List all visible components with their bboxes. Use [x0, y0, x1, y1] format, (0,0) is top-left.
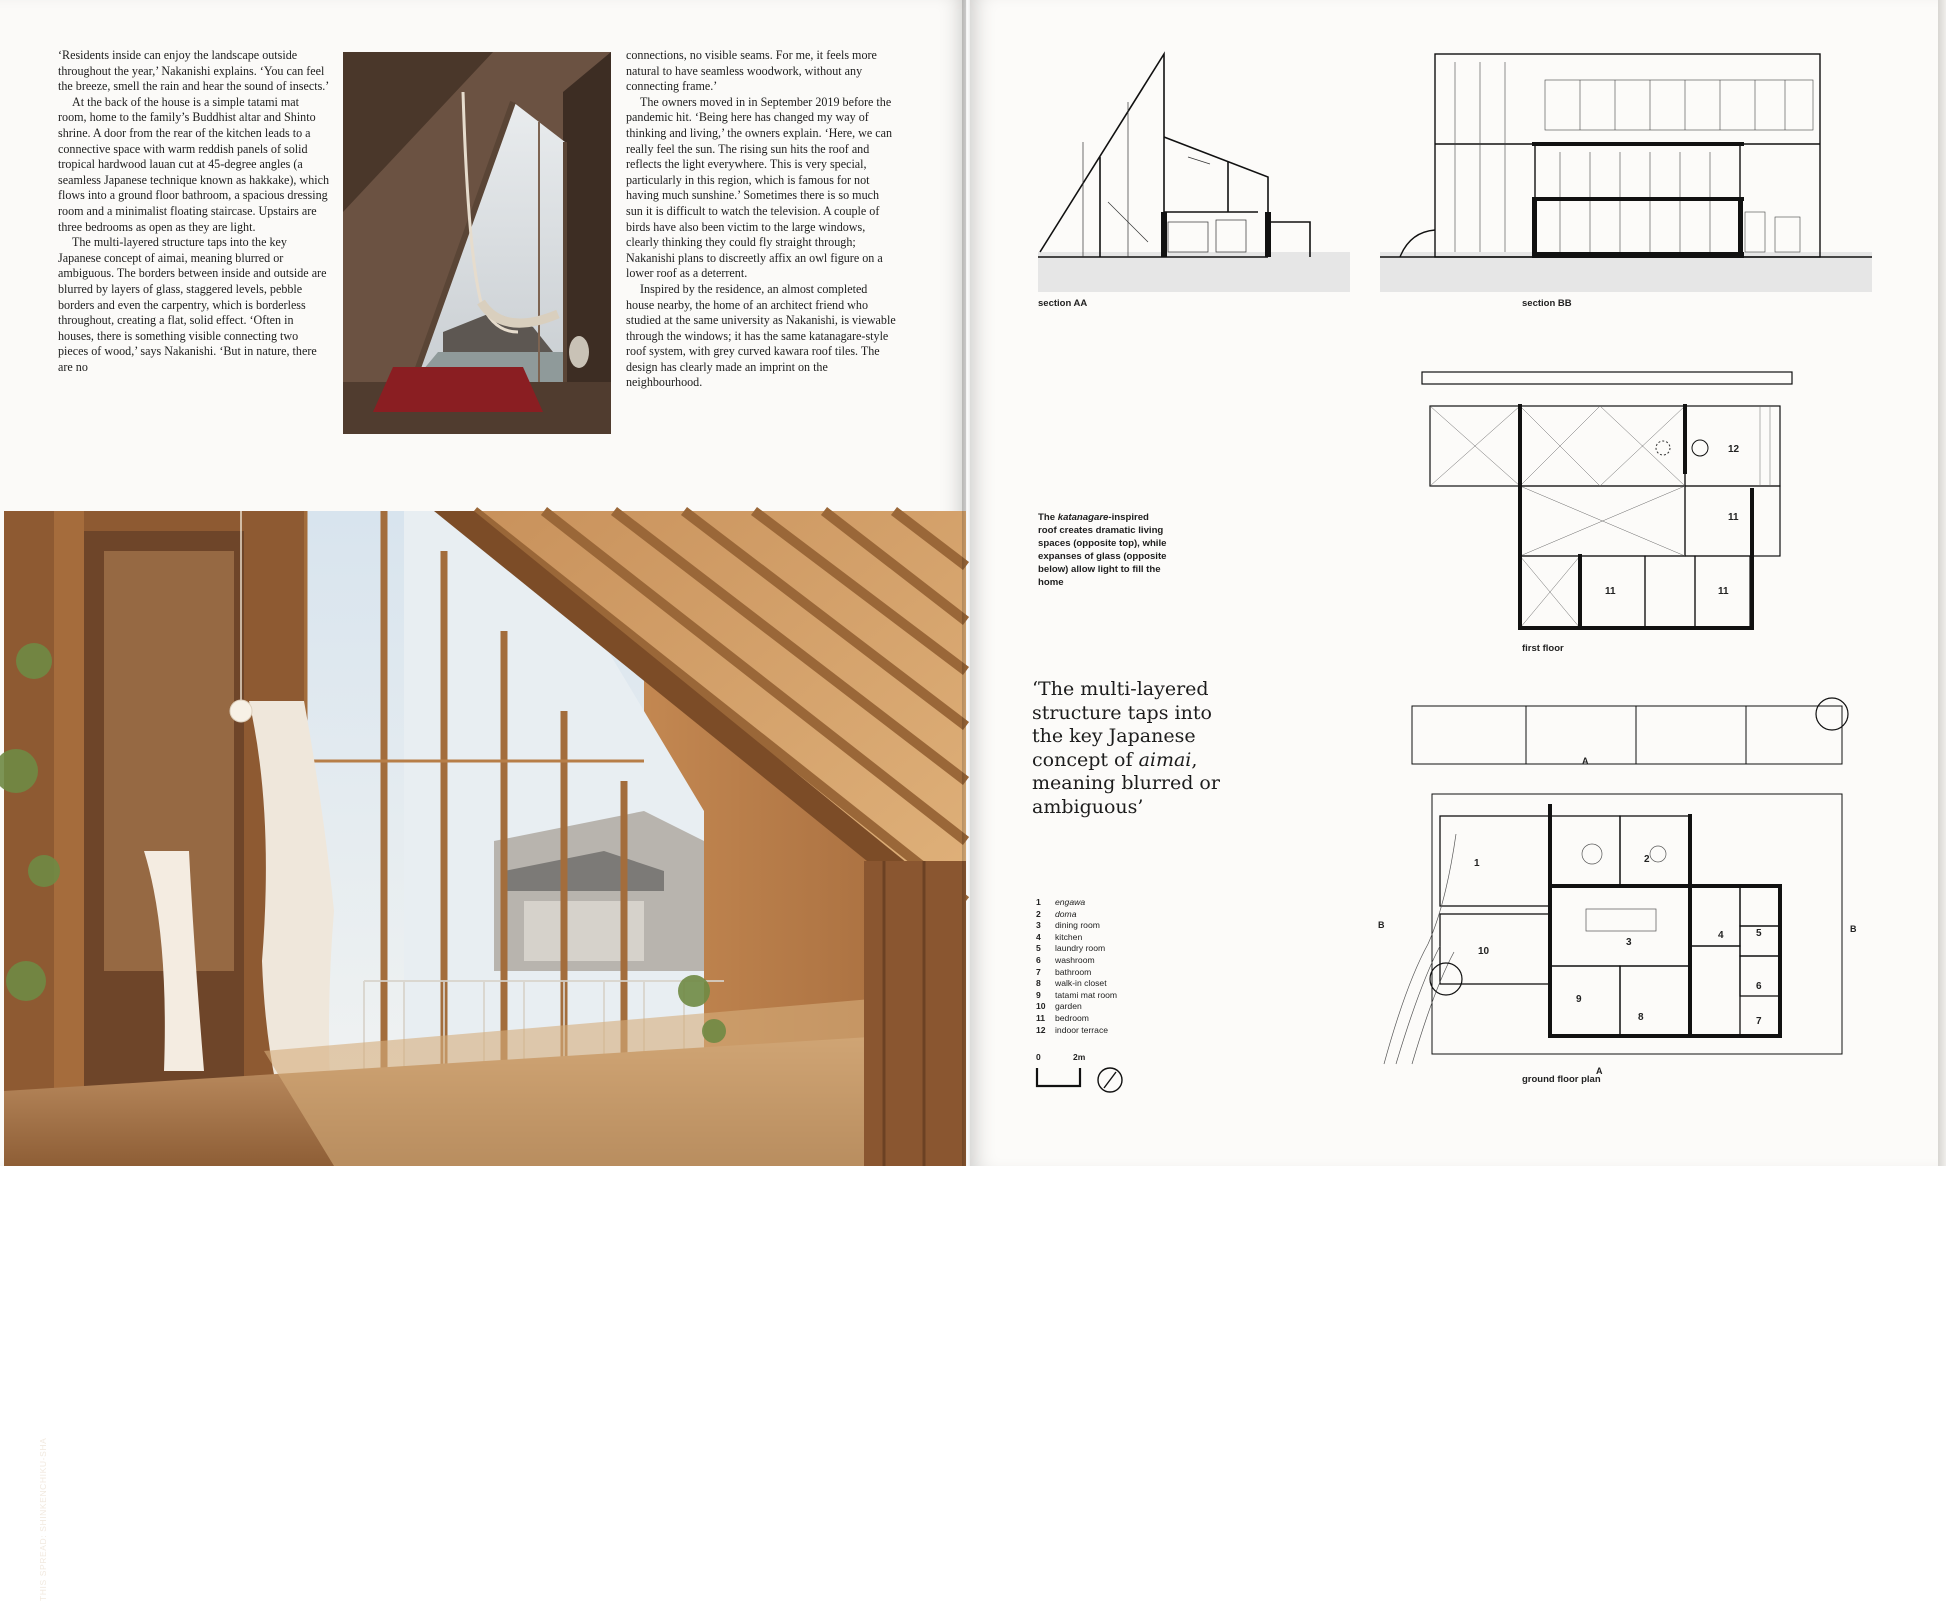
- legend-item: 9 tatami mat room: [1036, 989, 1118, 1000]
- room-number: 12: [1728, 444, 1740, 455]
- paragraph: ‘Residents inside can enjoy the landscape outside throughout the year,’ Nakanishi explains. ‘You can feel the breeze, smell the rain and hear the sound of insects.’: [58, 48, 330, 94]
- room-number: 3: [1626, 937, 1632, 948]
- legend-item: 4 kitchen: [1036, 931, 1083, 942]
- section-bb-label: section BB: [1522, 298, 1572, 309]
- room-number: 11: [1728, 512, 1739, 523]
- section-bb-drawing: [1380, 52, 1872, 298]
- paragraph: The multi-layered structure taps into the key Japanese concept of aimai, meaning blurred or ambiguous. The borders between inside and outside are blurred by layers of glass, staggered levels, pebble borders and even the carpentry, which is borderless throughout, creating a flat, solid effect. ‘Often in houses, there is something visible connecting two pieces of wood,’ says Nakanishi. ‘But in nature, there are no: [58, 235, 327, 374]
- pull-quote-italic-term: aimai: [1138, 748, 1192, 771]
- section-marker: A: [1596, 1066, 1603, 1076]
- room-number: 1: [1474, 858, 1480, 869]
- room-number: 5: [1756, 928, 1762, 939]
- paragraph: The owners moved in in September 2019 before the pandemic hit. ‘Being here has changed my way of thinking and living,’ the owners explain. ‘Here, we can really feel the sun. The rising sun hits the roof and reflects the light everywhere. This is very special, particularly in this region, which is famous for not having much sunshine.’ Sometimes there is so much sun it is difficult to watch the television. A couple of birds have also been victim to the large windows, clearly thinking they could fly straight through; Nakanishi plans to discreetly affix an owl figure on a lower roof as a deterrent.: [626, 94, 893, 281]
- first-floor-label: first floor: [1522, 643, 1564, 654]
- photo-hammock-window: [343, 52, 611, 434]
- photo-credit: THIS SPREAD: SHINKENCHIKU-SHA: [38, 1437, 48, 1601]
- photo-main-interior: [4, 511, 966, 1601]
- legend-item: 5 laundry room: [1036, 943, 1106, 954]
- room-number: 11: [1718, 586, 1729, 597]
- ground-floor-label: ground floor plan: [1522, 1074, 1601, 1085]
- article-column-2: [626, 48, 898, 391]
- room-number: 8: [1638, 1012, 1644, 1023]
- figure-caption: [1038, 511, 1168, 589]
- section-aa-drawing: [1038, 52, 1350, 298]
- section-marker: B: [1378, 920, 1385, 930]
- room-number: 9: [1576, 994, 1582, 1005]
- legend-item: 6 washroom: [1036, 954, 1095, 965]
- section-marker: A: [1582, 756, 1589, 766]
- caption-text-end: -inspired roof creates dramatic living spaces (opposite top), while expanses of glass (opposite below) allow light to fill the home: [1038, 512, 1167, 588]
- pull-quote-start: ‘The multi-layered structure taps into the key Japanese concept of: [1032, 678, 1212, 771]
- paragraph: At the back of the house is a simple tatami mat room, home to the family’s Buddhist altar and Shinto shrine. A door from the rear of the kitchen leads to a connective space with warm reddish panels of solid tropical hardwood lauan cut at 45-degree angles (a seamless Japanese technique known as hakkake), which flows into a ground floor bathroom, a spacious dressing room and a minimalist floating staircase. Upstairs are three bedrooms as open as they are light.: [58, 94, 330, 234]
- room-number: 10: [1478, 946, 1490, 957]
- room-number: 6: [1756, 981, 1762, 992]
- room-number: 7: [1756, 1016, 1762, 1027]
- caption-italic-term: katanagare: [1057, 512, 1109, 523]
- pull-quote: [1032, 678, 1222, 819]
- page-bottom-margin: [0, 1166, 1946, 1194]
- legend-item: 8 walk-in closet: [1036, 978, 1107, 989]
- legend-item: 1 engawa: [1036, 897, 1086, 907]
- legend-item: 11 bedroom: [1036, 1012, 1089, 1023]
- room-number: 4: [1718, 930, 1724, 941]
- left-page: [0, 0, 966, 1601]
- ground-floor-plan: [1376, 684, 1860, 1080]
- paragraph: Inspired by the residence, an almost completed house nearby, the home of an architect friend who studied at the same university as Nakanishi, is viewable through the windows; it has the same katanagare-style roof system, with grey curved kawara roof tiles. The design has clearly made an imprint on the neighbourhood.: [626, 281, 896, 390]
- legend-item: 12 indoor terrace: [1036, 1024, 1109, 1035]
- section-marker: B: [1850, 924, 1857, 934]
- page-edge: [1938, 0, 1946, 1172]
- paragraph: connections, no visible seams. For me, it feels more natural to have seamless woodwork, without any connecting frame.’: [626, 48, 877, 94]
- scale-zero-label: 0: [1036, 1052, 1041, 1062]
- section-aa-label: section AA: [1038, 298, 1088, 309]
- article-column-1: [58, 48, 330, 375]
- pull-quote-end: , meaning blurred or ambiguous’: [1032, 748, 1220, 818]
- legend-item: 7 bathroom: [1036, 966, 1092, 977]
- legend-item: 10 garden: [1036, 1001, 1082, 1012]
- first-floor-plan: [1420, 368, 1800, 642]
- room-number: 2: [1644, 854, 1650, 865]
- legend-item: 2 doma: [1036, 908, 1077, 919]
- legend-item: 3 dining room: [1036, 920, 1100, 931]
- caption-text-start: The: [1038, 512, 1058, 523]
- scale-two-label: 2m: [1073, 1052, 1086, 1062]
- room-number: 11: [1605, 586, 1616, 597]
- room-legend: [1036, 897, 1206, 1036]
